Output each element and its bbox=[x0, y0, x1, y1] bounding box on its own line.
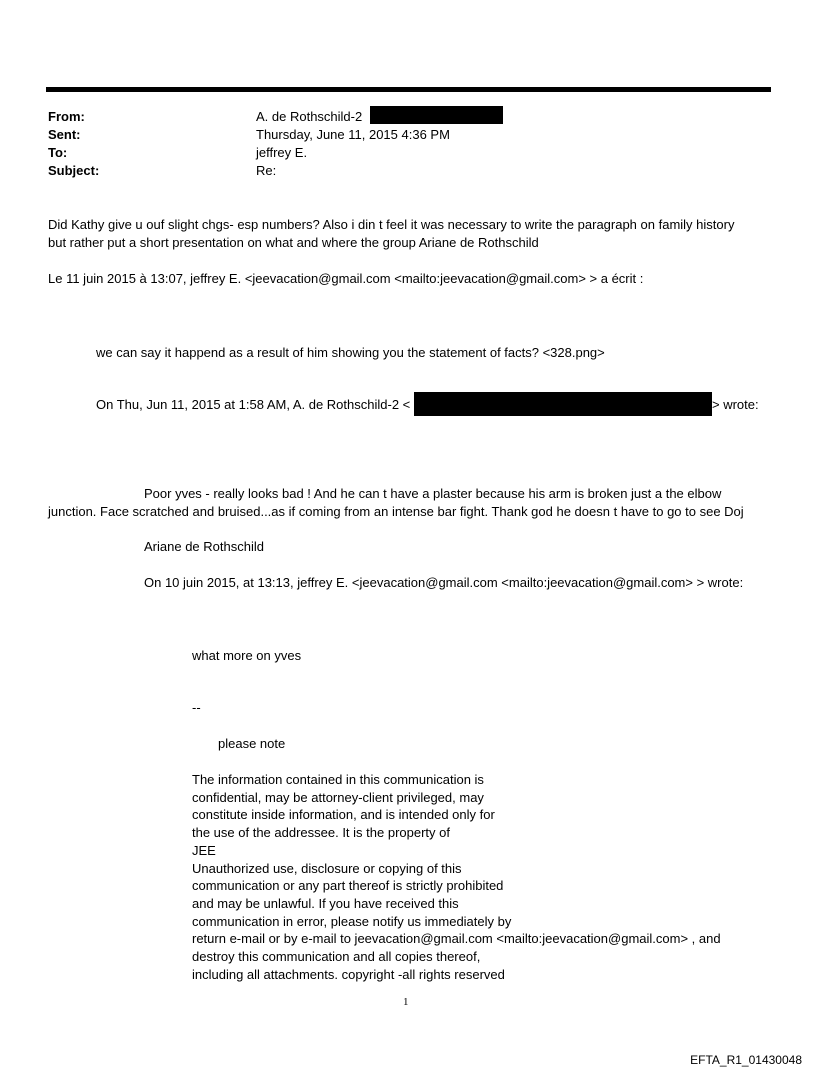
quote2-header-end: > wrote: bbox=[712, 397, 759, 412]
disclaimer-line: return e-mail or by e-mail to jeevacation@gmail.com <mailto:jeevacation@gmail.com> , and bbox=[192, 931, 721, 947]
body-para1-line1: Did Kathy give u ouf slight chgs- esp numbers? Also i din t feel it was necessary to write the paragraph on family history bbox=[48, 217, 735, 232]
to-value: jeffrey E. bbox=[256, 145, 308, 160]
disclaimer-line: JEE bbox=[192, 842, 216, 858]
redaction-quote2-email bbox=[414, 392, 712, 416]
to-label: To: bbox=[48, 145, 68, 160]
header-divider bbox=[46, 87, 771, 92]
signature: Ariane de Rothschild bbox=[144, 539, 264, 554]
subject-value: Re: bbox=[256, 163, 277, 178]
disclaimer-line: Unauthorized use, disclosure or copying of this bbox=[192, 860, 462, 876]
quote3-header: On 10 juin 2015, at 13:13, jeffrey E. <jeevacation@gmail.com <mailto:jeevacation@gmail.com> > wrote: bbox=[144, 575, 744, 590]
disclaimer-line: including all attachments. copyright -all rights reserved bbox=[192, 966, 505, 982]
quote1-header: Le 11 juin 2015 à 13:07, jeffrey E. <jeevacation@gmail.com <mailto:jeevacation@gmail.com> > a écrit : bbox=[48, 271, 644, 286]
body-para1-line2: but rather put a short presentation on what and where the group Ariane de Rothschild bbox=[48, 235, 539, 250]
document-id: EFTA_R1_01430048 bbox=[690, 1053, 802, 1067]
quote3-text: what more on yves bbox=[192, 648, 302, 663]
disclaimer-line: communication in error, please notify us immediately by bbox=[192, 913, 512, 929]
disclaimer-line: and may be unlawful. If you have received this bbox=[192, 895, 459, 911]
disclaimer-line: constitute inside information, and is intended only for bbox=[192, 807, 495, 823]
please-note: please note bbox=[218, 736, 286, 751]
from-value: A. de Rothschild-2 bbox=[256, 109, 363, 124]
from-label: From: bbox=[48, 109, 85, 124]
sent-value: Thursday, June 11, 2015 4:36 PM bbox=[256, 127, 450, 142]
disclaimer-line: The information contained in this communication is bbox=[192, 772, 484, 787]
page-number: 1 bbox=[403, 996, 409, 1008]
signature-separator: -- bbox=[192, 700, 201, 715]
quote2-line2: junction. Face scratched and bruised...as if coming from an intense bar fight. Thank god he doesn t have to go to see Doj bbox=[48, 504, 744, 519]
subject-label: Subject: bbox=[48, 163, 100, 178]
quote1-text: we can say it happend as a result of him showing you the statement of facts? <328.png> bbox=[96, 345, 605, 360]
disclaimer-line: confidential, may be attorney-client privileged, may bbox=[192, 789, 484, 805]
disclaimer-line: the use of the addressee. It is the property of bbox=[192, 825, 450, 841]
disclaimer-line: destroy this communication and all copies thereof, bbox=[192, 949, 481, 965]
sent-label: Sent: bbox=[48, 127, 81, 142]
redaction-from-email bbox=[370, 106, 503, 124]
quote2-line1: Poor yves - really looks bad ! And he can t have a plaster because his arm is broken just a the elbow bbox=[144, 486, 722, 501]
disclaimer-block bbox=[192, 771, 721, 983]
disclaimer-line: communication or any part thereof is strictly prohibited bbox=[192, 878, 504, 894]
quote2-header-start: On Thu, Jun 11, 2015 at 1:58 AM, A. de Rothschild-2 < bbox=[96, 397, 411, 412]
